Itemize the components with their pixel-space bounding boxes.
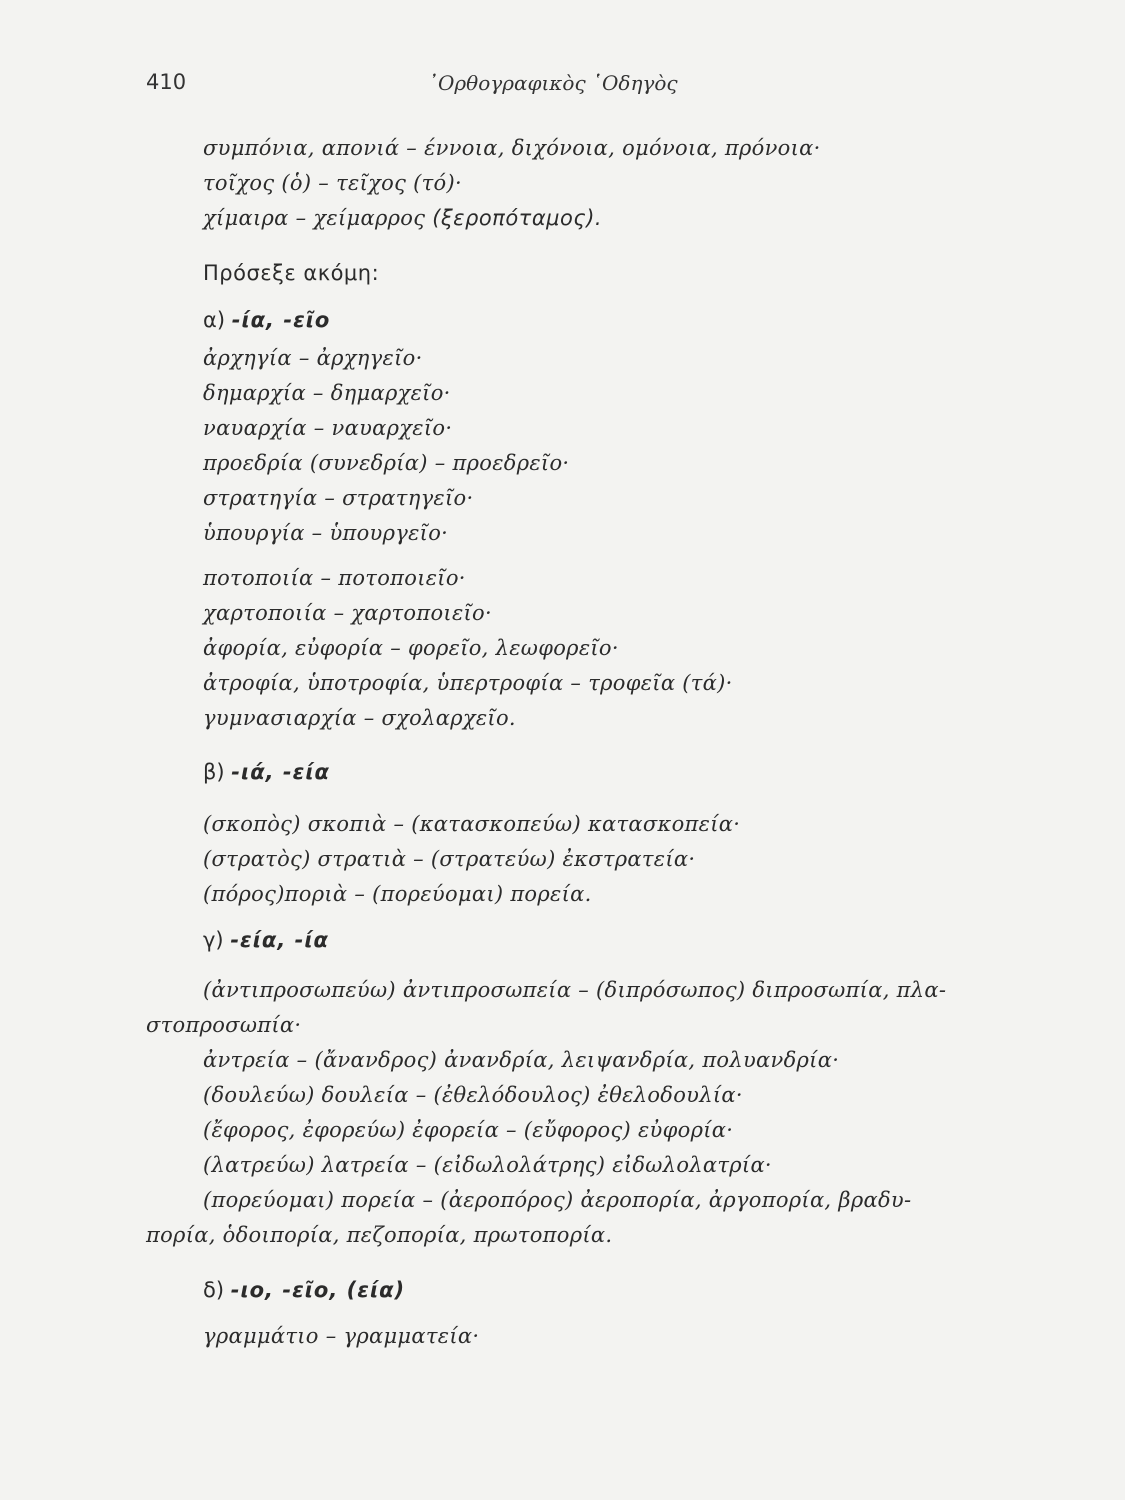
entry-line: δημαρχία – δημαρχεῖο·	[203, 381, 451, 405]
entry-line: ναυαρχία – ναυαρχεῖο·	[203, 416, 453, 440]
entry-line: (πορεύομαι) πορεία – (ἀεροπόρος) ἀεροπορία, ἀργοπορία, βραδυ-	[203, 1188, 912, 1212]
entry-line: γραμμάτιο – γραμματεία·	[203, 1324, 480, 1348]
intro-line-text: χίμαιρα – χείμαρρος	[203, 206, 426, 230]
section-marker: α)	[203, 308, 226, 332]
entry-line: προεδρία (συνεδρία) – προεδρεῖο·	[203, 451, 570, 475]
entry-line: (ἀντιπροσωπεύω) ἀντιπροσωπεία – (διπρόσωπος) διπροσωπία, πλα-	[203, 978, 947, 1002]
section-marker: β)	[203, 760, 225, 784]
entry-line: ἀντρεία – (ἄνανδρος) ἀνανδρία, λειψανδρία, πολυανδρία·	[203, 1048, 840, 1072]
entry-line: (στρατὸς) στρατιὰ – (στρατεύω) ἐκστρατεία·	[203, 847, 696, 871]
entry-line: χαρτοποιία – χαρτοποιεῖο·	[203, 601, 492, 625]
entry-line: ἀρχηγία – ἀρχηγεῖο·	[203, 346, 423, 370]
entry-line: γυμνασιαρχία – σχολαρχεῖο.	[203, 706, 516, 730]
entry-line: (πόρος)ποριὰ – (πορεύομαι) πορεία.	[203, 882, 592, 906]
intro-line	[203, 206, 602, 230]
section-heading	[203, 928, 329, 952]
running-title: ᾿Ορθογραφικὸς ῾Οδηγὸς	[428, 71, 678, 95]
entry-line-continued: στοπροσωπία·	[146, 1013, 302, 1037]
entry-line: ποτοποιία – ποτοποιεῖο·	[203, 566, 466, 590]
section-suffixes: -ιο, -εῖο, (εία)	[230, 1278, 406, 1302]
entry-line: ἀτροφία, ὑποτροφία, ὑπερτροφία – τροφεῖα (τά)·	[203, 671, 733, 695]
intro-line: συμπόνια, απονιά – έννοια, διχόνοια, ομόνοια, πρόνοια·	[203, 136, 821, 160]
entry-line: (λατρεύω) λατρεία – (εἰδωλολάτρης) εἰδωλολατρία·	[203, 1153, 772, 1177]
section-suffixes: -ία, -εῖο	[231, 308, 331, 332]
intro-gloss: (ξεροπόταμος).	[432, 206, 603, 230]
entry-line-continued: πορία, ὁδοιπορία, πεζοπορία, πρωτοπορία.	[146, 1223, 613, 1247]
section-heading	[203, 760, 330, 784]
intro-line: τοῖχος (ὁ) – τεῖχος (τό)·	[203, 171, 462, 195]
entry-line: (σκοπὸς) σκοπιὰ – (κατασκοπεύω) κατασκοπεία·	[203, 812, 741, 836]
page-number: 410	[146, 70, 187, 94]
notice-text: Πρόσεξε ακόμη:	[203, 261, 380, 285]
section-suffixes: -εία, -ία	[230, 928, 329, 952]
entry-line: στρατηγία – στρατηγεῖο·	[203, 486, 474, 510]
section-marker: δ)	[203, 1278, 225, 1302]
entry-line: (ἔφορος, ἐφορεύω) ἐφορεία – (εὔφορος) εὐφορία·	[203, 1118, 734, 1142]
entry-line: (δουλεύω) δουλεία – (ἐθελόδουλος) ἐθελοδουλία·	[203, 1083, 743, 1107]
section-suffixes: -ιά, -εία	[231, 760, 330, 784]
section-marker: γ)	[203, 928, 224, 952]
section-heading	[203, 308, 330, 332]
entry-line: ὑπουργία – ὑπουργεῖο·	[203, 521, 449, 545]
section-heading	[203, 1278, 405, 1302]
entry-line: ἀφορία, εὐφορία – φορεῖο, λεωφορεῖο·	[203, 636, 619, 660]
